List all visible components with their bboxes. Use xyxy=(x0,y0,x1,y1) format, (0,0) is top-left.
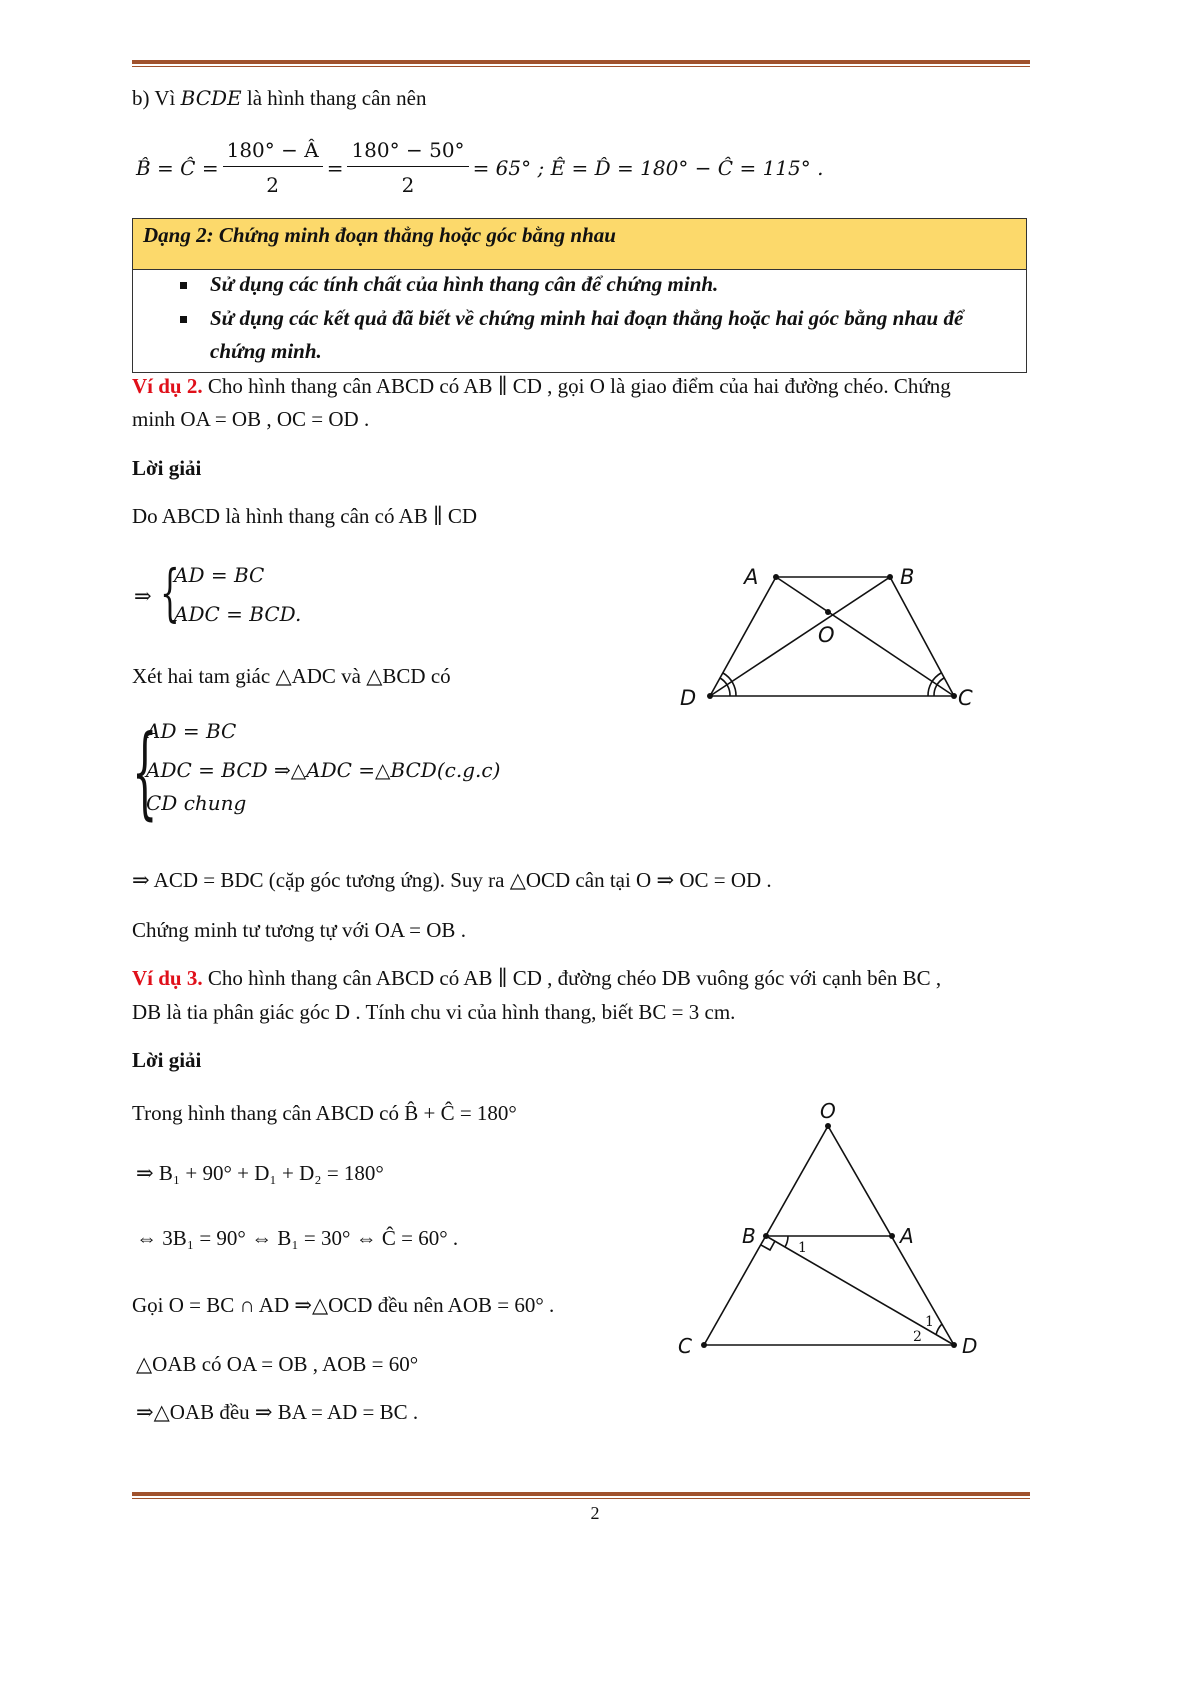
ex3-step3: ⇔ 3B₁ = 90° ⇔ B₁ = 30° ⇔ Ĉ = 60° . xyxy=(136,1226,459,1250)
ex2-trapezoid-figure xyxy=(670,560,1000,720)
ex2-edge-ad xyxy=(710,577,776,696)
ex3-step6: ⇒△OAB đều ⇒ BA = AD = BC . xyxy=(136,1400,419,1424)
ex2-statement-line1: Ví dụ 2. Cho hình thang cân ABCD có AB ∥ CD , gọi O là giao điểm của hai đường chéo. Chứng xyxy=(132,374,951,398)
ex3-label-o: O xyxy=(820,1099,836,1123)
ex3-label-d: D xyxy=(962,1334,978,1358)
method-box xyxy=(132,218,1027,373)
ex3-statement-line1: Ví dụ 3. Cho hình thang cân ABCD có AB ∥ CD , đường chéo DB vuông góc với cạnh bên BC , xyxy=(132,966,942,990)
method-box-title: Dạng 2: Chứng minh đoạn thẳng hoặc góc bằng nhau xyxy=(143,223,616,247)
ex3-triangle-figure xyxy=(670,1096,1000,1366)
part-b-intro: b) Vì BCDE là hình thang cân nên xyxy=(132,86,427,110)
ex2-point-o xyxy=(825,609,831,615)
ex2-point-b xyxy=(887,574,893,580)
method-bullet-2-line2: chứng minh. xyxy=(210,339,322,363)
ex2-sys2-b: ADC = BCD ⇒△ADC =△BCD(c.g.c) xyxy=(146,758,501,782)
ex2-sys2-c: CD chung xyxy=(146,791,247,815)
ex2-sys1-a: AD = BC xyxy=(174,563,265,587)
ex2-diagonal-bd xyxy=(710,577,890,696)
ex3-right-angle-mark xyxy=(761,1241,775,1250)
bullet-square-icon xyxy=(180,282,187,289)
method-bullet-2-line1: Sử dụng các kết quả đã biết về chứng minh hai đoạn thẳng hoặc hai góc bằng nhau để xyxy=(210,306,964,330)
ex2-implies: ⇒ xyxy=(134,584,152,608)
ex2-label: Ví dụ 2. xyxy=(132,374,203,398)
ex3-angle-label-d2: 2 xyxy=(913,1329,922,1345)
ex2-label-o: O xyxy=(818,623,835,647)
ex3-point-c xyxy=(701,1342,707,1348)
ex3-label: Ví dụ 3. xyxy=(132,966,203,990)
ex2-point-a xyxy=(773,574,779,580)
method-box-header xyxy=(133,219,1026,270)
ex2-step3: ⇒ ACD = BDC (cặp góc tương ứng). Suy ra △OCD cân tại O ⇒ OC = OD . xyxy=(132,868,772,892)
ex2-point-c xyxy=(951,693,957,699)
ex2-diagonal-ac xyxy=(776,577,954,696)
ex2-edge-bc xyxy=(890,577,954,696)
footer-rule xyxy=(132,1492,1030,1496)
ex3-step2: ⇒ B₁ + 90° + D₁ + D₂ = 180° xyxy=(136,1161,384,1185)
ex3-angle-b1-arc xyxy=(785,1236,788,1247)
ex2-label-c: C xyxy=(958,686,973,710)
ex2-point-d xyxy=(707,693,713,699)
ex2-sys1-b: ADC = BCD. xyxy=(174,602,302,626)
ex2-step2: Xét hai tam giác △ADC và △BCD có xyxy=(132,664,451,688)
ex2-brace-2: { xyxy=(132,713,158,830)
ex3-statement-line2: DB là tia phân giác góc D . Tính chu vi của hình thang, biết BC = 3 cm. xyxy=(132,1000,736,1024)
part-b-formula: B̂ = Ĉ = $\frac{180^\circ - Â}{2}$ = $\frac{180^\circ - 50^\circ}{2}$ = 65° ; Ê = D̂ = 180° − Ĉ = 115° . xyxy=(136,138,824,197)
method-bullet-1: Sử dụng các tính chất của hình thang cân để chứng minh. xyxy=(210,272,719,296)
ex3-point-d xyxy=(951,1342,957,1348)
ex2-angle-c-arc xyxy=(934,678,944,696)
header-rule-thin xyxy=(132,66,1030,67)
ex3-label-a: A xyxy=(900,1224,914,1248)
ex3-label-b: B xyxy=(742,1224,756,1248)
ex2-label-b: B xyxy=(900,565,915,589)
ex2-statement-line2: minh OA = OB , OC = OD . xyxy=(132,407,370,431)
ex3-angle-label-d1: 1 xyxy=(925,1314,934,1330)
footer-rule-thin xyxy=(132,1498,1030,1499)
ex2-step4: Chứng minh tư tương tự với OA = OB . xyxy=(132,918,466,942)
bullet-square-icon xyxy=(180,316,187,323)
header-rule xyxy=(132,60,1030,64)
ex3-angle-d1-arc xyxy=(936,1324,942,1335)
ex3-angle-label-b1: 1 xyxy=(798,1240,807,1256)
ex3-point-o xyxy=(825,1123,831,1129)
ex2-step1: Do ABCD là hình thang cân có AB ∥ CD xyxy=(132,504,478,528)
ex2-solution-title: Lời giải xyxy=(132,456,202,480)
ex2-label-d: D xyxy=(680,686,697,710)
ex2-brace-1: { xyxy=(160,556,180,629)
ex3-point-b xyxy=(763,1233,769,1239)
ex2-label-a: A xyxy=(744,565,759,589)
ex3-step1: Trong hình thang cân ABCD có B̂ + Ĉ = 180° xyxy=(132,1101,517,1125)
page-number: 2 xyxy=(590,1503,600,1523)
ex3-step4: Gọi O = BC ∩ AD ⇒△OCD đều nên AOB = 60° . xyxy=(132,1293,555,1317)
ex3-solution-title: Lời giải xyxy=(132,1048,202,1072)
ex3-point-a xyxy=(889,1233,895,1239)
ex3-step5: △OAB có OA = OB , AOB = 60° xyxy=(136,1352,419,1376)
ex2-sys2-a: AD = BC xyxy=(146,719,237,743)
ex3-label-c: C xyxy=(678,1334,692,1358)
